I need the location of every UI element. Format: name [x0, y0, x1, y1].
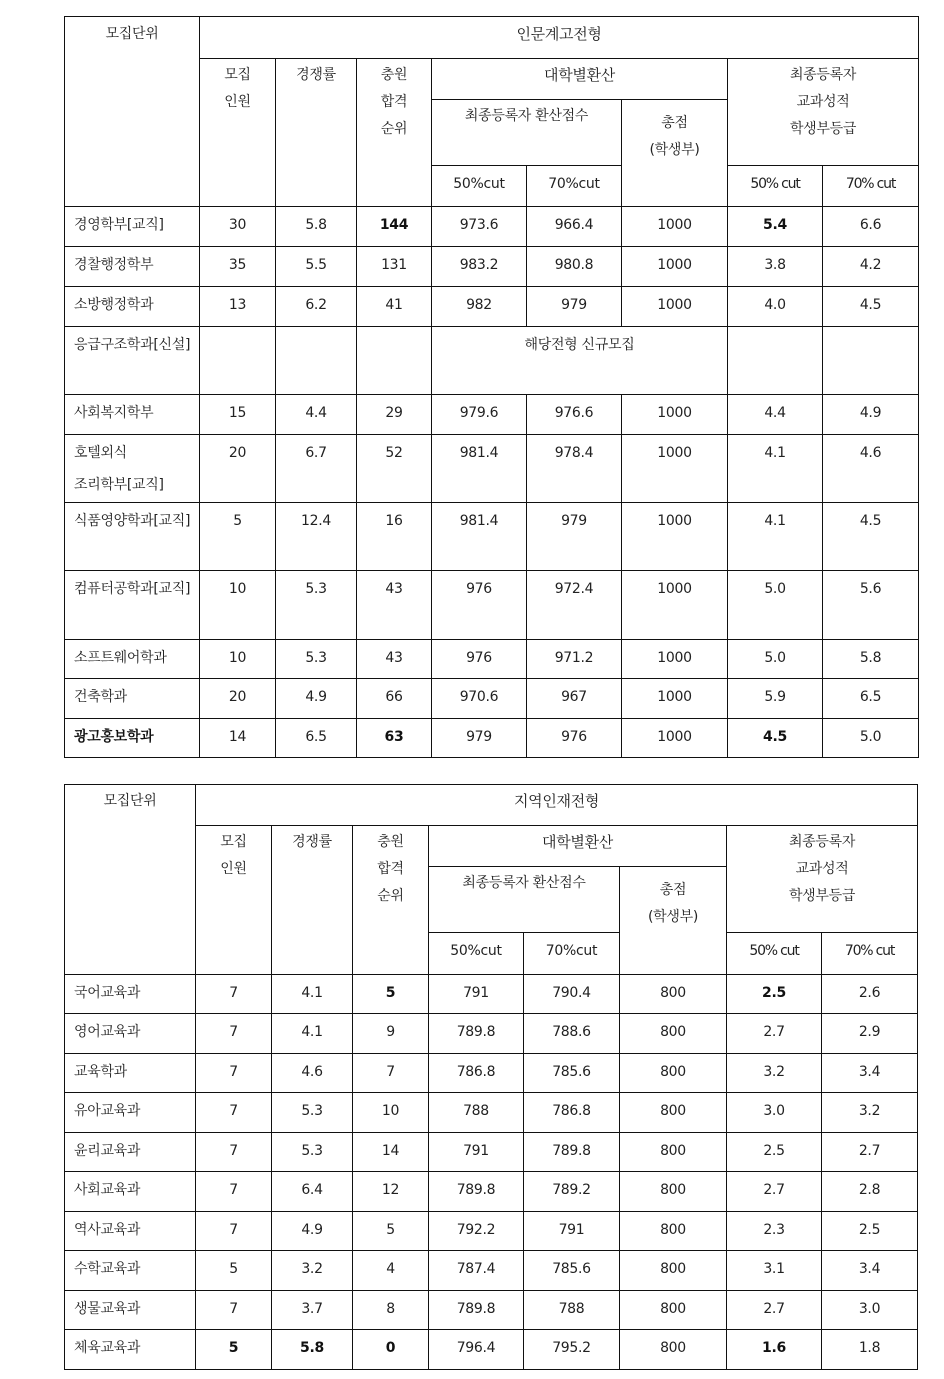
competition: 3.2 — [272, 1251, 353, 1291]
grade-70: 3.0 — [822, 1291, 918, 1330]
competition — [276, 327, 357, 395]
rank: 10 — [353, 1093, 429, 1133]
header-score-group: 최종등록자 환산점수 — [429, 867, 620, 933]
grade-50: 3.8 — [728, 247, 823, 287]
table-row — [65, 1014, 918, 1054]
table-row — [65, 640, 919, 679]
score-70: 791 — [524, 1212, 620, 1251]
table-row — [65, 1172, 918, 1212]
quota: 5 — [196, 1251, 272, 1291]
grade-70: 2.9 — [822, 1014, 918, 1054]
header-grade-70: 70% cut — [823, 166, 919, 207]
score-70: 785.6 — [524, 1054, 620, 1093]
competition: 4.6 — [272, 1054, 353, 1093]
table-row — [65, 1251, 918, 1291]
grade-50: 4.1 — [728, 503, 823, 571]
competition: 5.5 — [276, 247, 357, 287]
score-50: 789.8 — [429, 1172, 524, 1212]
rank: 66 — [357, 679, 432, 719]
grade-50: 3.0 — [727, 1093, 822, 1133]
grade-70 — [823, 327, 919, 395]
unit-name: 영어교육과 — [65, 1014, 196, 1054]
header-grade-50: 50% cut — [727, 933, 822, 975]
grade-70: 4.9 — [823, 395, 919, 435]
unit-name: 사회교육과 — [65, 1172, 196, 1212]
competition: 6.5 — [276, 719, 357, 758]
unit-name: 윤리교육과 — [65, 1133, 196, 1172]
header-score-50: 50%cut — [432, 166, 527, 207]
total: 1000 — [622, 287, 728, 327]
quota: 5 — [200, 503, 276, 571]
quota: 7 — [196, 1093, 272, 1133]
grade-50: 5.9 — [728, 679, 823, 719]
grade-70: 3.4 — [822, 1251, 918, 1291]
rank: 43 — [357, 640, 432, 679]
grade-70: 6.6 — [823, 207, 919, 247]
rank: 0 — [353, 1330, 429, 1370]
grade-70: 2.6 — [822, 975, 918, 1014]
table-row — [65, 975, 918, 1014]
total: 1000 — [622, 207, 728, 247]
score-70: 976.6 — [527, 395, 622, 435]
score-50: 791 — [429, 1133, 524, 1172]
unit-name: 교육학과 — [65, 1054, 196, 1093]
rank: 16 — [357, 503, 432, 571]
unit-name: 호텔외식 조리학부[교직] — [65, 435, 200, 503]
rank: 5 — [353, 1212, 429, 1251]
header-conversion: 대학별환산 — [432, 59, 728, 100]
grade-70: 6.5 — [823, 679, 919, 719]
rank: 52 — [357, 435, 432, 503]
grade-50: 4.1 — [728, 435, 823, 503]
score-70: 978.4 — [527, 435, 622, 503]
unit-name: 응급구조학과[신설] — [65, 327, 200, 395]
score-50: 976 — [432, 640, 527, 679]
score-70: 795.2 — [524, 1330, 620, 1370]
quota — [200, 327, 276, 395]
header-competition: 경쟁률 — [272, 826, 353, 975]
competition: 5.8 — [276, 207, 357, 247]
table-row — [65, 1054, 918, 1093]
grade-70: 3.2 — [822, 1093, 918, 1133]
grade-70: 3.4 — [822, 1054, 918, 1093]
quota: 7 — [196, 1291, 272, 1330]
competition: 4.1 — [272, 1014, 353, 1054]
total: 1000 — [622, 247, 728, 287]
score-70: 786.8 — [524, 1093, 620, 1133]
grade-50: 5.4 — [728, 207, 823, 247]
table-row — [65, 1330, 918, 1370]
grade-70: 5.0 — [823, 719, 919, 758]
header-admission-type: 지역인재전형 — [196, 785, 918, 826]
header-unit: 모집단위 — [65, 17, 200, 207]
quota: 20 — [200, 435, 276, 503]
competition: 4.4 — [276, 395, 357, 435]
total: 800 — [620, 1014, 727, 1054]
grade-50: 2.7 — [727, 1291, 822, 1330]
competition: 4.9 — [276, 679, 357, 719]
unit-name: 소방행정학과 — [65, 287, 200, 327]
grade-50: 3.2 — [727, 1054, 822, 1093]
table-row — [65, 571, 919, 640]
admission-table-regional — [64, 784, 918, 1370]
rank: 131 — [357, 247, 432, 287]
unit-name: 경찰행정학부 — [65, 247, 200, 287]
quota: 7 — [196, 1054, 272, 1093]
unit-name: 건축학과 — [65, 679, 200, 719]
header-score-70: 70%cut — [524, 933, 620, 975]
header-admission-type: 인문계고전형 — [200, 17, 919, 59]
total: 800 — [620, 975, 727, 1014]
quota: 14 — [200, 719, 276, 758]
table-row — [65, 327, 919, 395]
competition: 6.4 — [272, 1172, 353, 1212]
total: 800 — [620, 1212, 727, 1251]
total: 800 — [620, 1172, 727, 1212]
competition: 5.3 — [276, 640, 357, 679]
grade-70: 4.2 — [823, 247, 919, 287]
score-50: 979 — [432, 719, 527, 758]
total: 1000 — [622, 503, 728, 571]
score-70: 790.4 — [524, 975, 620, 1014]
score-50: 981.4 — [432, 435, 527, 503]
total: 1000 — [622, 435, 728, 503]
score-50: 788 — [429, 1093, 524, 1133]
score-70: 971.2 — [527, 640, 622, 679]
score-70: 967 — [527, 679, 622, 719]
unit-name: 수학교육과 — [65, 1251, 196, 1291]
table-row — [65, 1133, 918, 1172]
unit-name: 역사교육과 — [65, 1212, 196, 1251]
total: 1000 — [622, 395, 728, 435]
score-50: 982 — [432, 287, 527, 327]
total: 800 — [620, 1054, 727, 1093]
score-50: 983.2 — [432, 247, 527, 287]
unit-name: 경영학부[교직] — [65, 207, 200, 247]
quota: 7 — [196, 1133, 272, 1172]
rank: 12 — [353, 1172, 429, 1212]
header-total: 총점 (학생부) — [622, 100, 728, 207]
grade-50: 2.3 — [727, 1212, 822, 1251]
admission-table-humanities — [64, 16, 919, 758]
unit-name: 컴퓨터공학과[교직] — [65, 571, 200, 640]
quota: 5 — [196, 1330, 272, 1370]
grade-50: 2.7 — [727, 1172, 822, 1212]
unit-name: 식품영양학과[교직] — [65, 503, 200, 571]
score-50: 973.6 — [432, 207, 527, 247]
score-70: 785.6 — [524, 1251, 620, 1291]
grade-50: 4.4 — [728, 395, 823, 435]
header-score-70: 70%cut — [527, 166, 622, 207]
grade-50 — [728, 327, 823, 395]
score-50: 789.8 — [429, 1014, 524, 1054]
rank: 144 — [357, 207, 432, 247]
score-70: 979 — [527, 503, 622, 571]
grade-50: 3.1 — [727, 1251, 822, 1291]
header-competition: 경쟁률 — [276, 59, 357, 207]
table-row — [65, 287, 919, 327]
table-row — [65, 503, 919, 571]
score-70: 788.6 — [524, 1014, 620, 1054]
score-50: 787.4 — [429, 1251, 524, 1291]
total: 800 — [620, 1330, 727, 1370]
grade-50: 4.0 — [728, 287, 823, 327]
competition: 4.9 — [272, 1212, 353, 1251]
grade-70: 5.6 — [823, 571, 919, 640]
grade-70: 5.8 — [823, 640, 919, 679]
total: 1000 — [622, 719, 728, 758]
score-50: 979.6 — [432, 395, 527, 435]
quota: 35 — [200, 247, 276, 287]
score-50: 970.6 — [432, 679, 527, 719]
header-score-50: 50%cut — [429, 933, 524, 975]
quota: 7 — [196, 975, 272, 1014]
competition: 3.7 — [272, 1291, 353, 1330]
header-score-group: 최종등록자 환산점수 — [432, 100, 622, 166]
competition: 6.7 — [276, 435, 357, 503]
header-conversion: 대학별환산 — [429, 826, 727, 867]
grade-50: 5.0 — [728, 571, 823, 640]
grade-70: 2.8 — [822, 1172, 918, 1212]
rank: 7 — [353, 1054, 429, 1093]
quota: 7 — [196, 1172, 272, 1212]
rank: 9 — [353, 1014, 429, 1054]
rank: 41 — [357, 287, 432, 327]
grade-70: 2.5 — [822, 1212, 918, 1251]
score-50: 976 — [432, 571, 527, 640]
quota: 10 — [200, 571, 276, 640]
total: 1000 — [622, 571, 728, 640]
total: 800 — [620, 1093, 727, 1133]
grade-70: 4.6 — [823, 435, 919, 503]
score-70: 979 — [527, 287, 622, 327]
score-50: 981.4 — [432, 503, 527, 571]
score-70: 789.8 — [524, 1133, 620, 1172]
header-rank: 충원 합격 순위 — [353, 826, 429, 975]
score-50: 791 — [429, 975, 524, 1014]
unit-name: 생물교육과 — [65, 1291, 196, 1330]
score-50: 789.8 — [429, 1291, 524, 1330]
total: 1000 — [622, 640, 728, 679]
rank: 29 — [357, 395, 432, 435]
quota: 10 — [200, 640, 276, 679]
score-70: 980.8 — [527, 247, 622, 287]
new-recruitment-note: 해당전형 신규모집 — [432, 327, 728, 395]
quota: 7 — [196, 1014, 272, 1054]
competition: 5.3 — [276, 571, 357, 640]
table-row — [65, 207, 919, 247]
grade-50: 2.5 — [727, 975, 822, 1014]
grade-70: 2.7 — [822, 1133, 918, 1172]
competition: 5.8 — [272, 1330, 353, 1370]
competition: 4.1 — [272, 975, 353, 1014]
total: 800 — [620, 1251, 727, 1291]
table-row — [65, 435, 919, 503]
score-70: 789.2 — [524, 1172, 620, 1212]
quota: 20 — [200, 679, 276, 719]
unit-name: 유아교육과 — [65, 1093, 196, 1133]
rank: 43 — [357, 571, 432, 640]
header-quota: 모집 인원 — [200, 59, 276, 207]
header-unit: 모집단위 — [65, 785, 196, 975]
table-row — [65, 679, 919, 719]
table-row — [65, 1212, 918, 1251]
score-70: 788 — [524, 1291, 620, 1330]
table-row — [65, 1291, 918, 1330]
total: 800 — [620, 1133, 727, 1172]
unit-name: 소프트웨어학과 — [65, 640, 200, 679]
unit-name: 체육교육과 — [65, 1330, 196, 1370]
header-quota: 모집 인원 — [196, 826, 272, 975]
header-rank: 충원 합격 순위 — [357, 59, 432, 207]
header-grade: 최종등록자 교과성적 학생부등급 — [728, 59, 919, 166]
rank — [357, 327, 432, 395]
competition: 5.3 — [272, 1133, 353, 1172]
rank: 8 — [353, 1291, 429, 1330]
unit-name: 광고홍보학과 — [65, 719, 200, 758]
unit-name: 사회복지학부 — [65, 395, 200, 435]
grade-50: 2.5 — [727, 1133, 822, 1172]
table-row — [65, 1093, 918, 1133]
header-grade-70: 70% cut — [822, 933, 918, 975]
grade-70: 1.8 — [822, 1330, 918, 1370]
header-grade: 최종등록자 교과성적 학생부등급 — [727, 826, 918, 933]
rank: 63 — [357, 719, 432, 758]
total: 800 — [620, 1291, 727, 1330]
score-70: 972.4 — [527, 571, 622, 640]
competition: 5.3 — [272, 1093, 353, 1133]
header-grade-50: 50% cut — [728, 166, 823, 207]
score-70: 966.4 — [527, 207, 622, 247]
quota: 7 — [196, 1212, 272, 1251]
grade-50: 1.6 — [727, 1330, 822, 1370]
grade-50: 4.5 — [728, 719, 823, 758]
table-row — [65, 719, 919, 758]
score-70: 976 — [527, 719, 622, 758]
quota: 15 — [200, 395, 276, 435]
header-total: 총점 (학생부) — [620, 867, 727, 975]
total: 1000 — [622, 679, 728, 719]
rank: 14 — [353, 1133, 429, 1172]
table-row — [65, 247, 919, 287]
quota: 13 — [200, 287, 276, 327]
quota: 30 — [200, 207, 276, 247]
table-row — [65, 395, 919, 435]
grade-50: 2.7 — [727, 1014, 822, 1054]
score-50: 796.4 — [429, 1330, 524, 1370]
rank: 4 — [353, 1251, 429, 1291]
unit-name: 국어교육과 — [65, 975, 196, 1014]
grade-70: 4.5 — [823, 503, 919, 571]
competition: 12.4 — [276, 503, 357, 571]
grade-50: 5.0 — [728, 640, 823, 679]
grade-70: 4.5 — [823, 287, 919, 327]
rank: 5 — [353, 975, 429, 1014]
score-50: 786.8 — [429, 1054, 524, 1093]
competition: 6.2 — [276, 287, 357, 327]
score-50: 792.2 — [429, 1212, 524, 1251]
